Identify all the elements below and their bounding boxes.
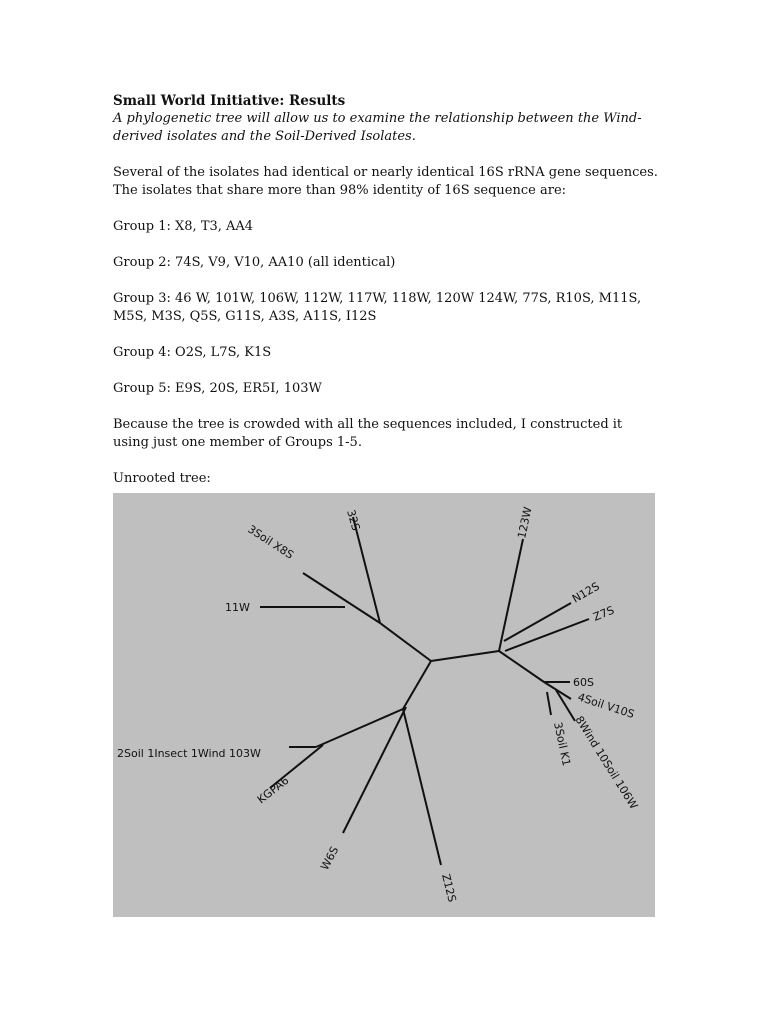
branch-z12s [403,709,441,865]
branch-right-bottom [499,651,544,682]
tree-svg [113,493,655,917]
branch-left-top [380,623,431,661]
branch-z7s [505,619,589,651]
leaf-label-3soil-k1: 3Soil K1 [551,720,574,768]
page-title: Small World Initiative: Results [113,93,346,109]
branch-n12s [504,603,571,641]
leaf-label-8wind-10soil-106w: 8Wind 10Soil 106W [572,713,641,812]
phylogenetic-tree-figure [113,493,655,917]
leaf-label-n12s: N12S [570,579,602,606]
leaf-label-11w: 11W [225,601,250,614]
leaf-label-3soil-x8s: 3Soil X8S [245,522,296,562]
branch-w6s [343,707,406,833]
group-3: Group 3: 46 W, 101W, 106W, 112W, 117W, 118W, 120W 124W, 77S, R10S, M11S, M5S, M3S, Q5S, G11S, A3S, A11S, I12S [113,291,642,324]
leaf-label-2soil-1insect-1wind-103w: 2Soil 1Insect 1Wind 103W [117,747,261,760]
branch-left-bottom [403,661,431,709]
leaf-label-60s: 60S [573,676,594,689]
leaf-label-z7s: Z7S [591,603,617,624]
tree-branches [260,517,589,865]
group-2: Group 2: 74S, V9, V10, AA10 (all identical) [113,255,396,270]
leaf-label-32s: 32S [344,508,363,532]
tree-caption: Unrooted tree: [113,471,211,486]
leaf-label-4soil-v10s: 4Soil V10S [576,690,637,722]
group-1: Group 1: X8, T3, AA4 [113,219,254,234]
branch-123w [499,539,523,651]
crowded-note: Because the tree is crowded with all the sequences included, I constructed it using just one member of Groups 1-5. [113,417,623,450]
identity-paragraph: Several of the isolates had identical or nearly identical 16S rRNA gene sequences. The isolates that share more than 98% identity of 16S sequence are: [113,165,658,198]
leaf-label-123w: 123W [515,505,535,540]
tree-leaf-labels [117,506,640,904]
group-5: Group 5: E9S, 20S, ER5I, 103W [113,381,322,396]
branch-3soil-k1 [547,692,551,715]
branch-trunk [431,651,499,661]
intro-text: A phylogenetic tree will allow us to examine the relationship between the Wind-derived isolates and the Soil-Derived Isolates. [113,111,642,144]
leaf-label-z12s: Z12S [439,872,459,904]
group-4: Group 4: O2S, L7S, K1S [113,345,272,360]
document-page [113,92,658,488]
leaf-label-w6s: W6S [318,844,342,873]
leaf-label-kgpa6: KGPA6 [254,773,292,807]
